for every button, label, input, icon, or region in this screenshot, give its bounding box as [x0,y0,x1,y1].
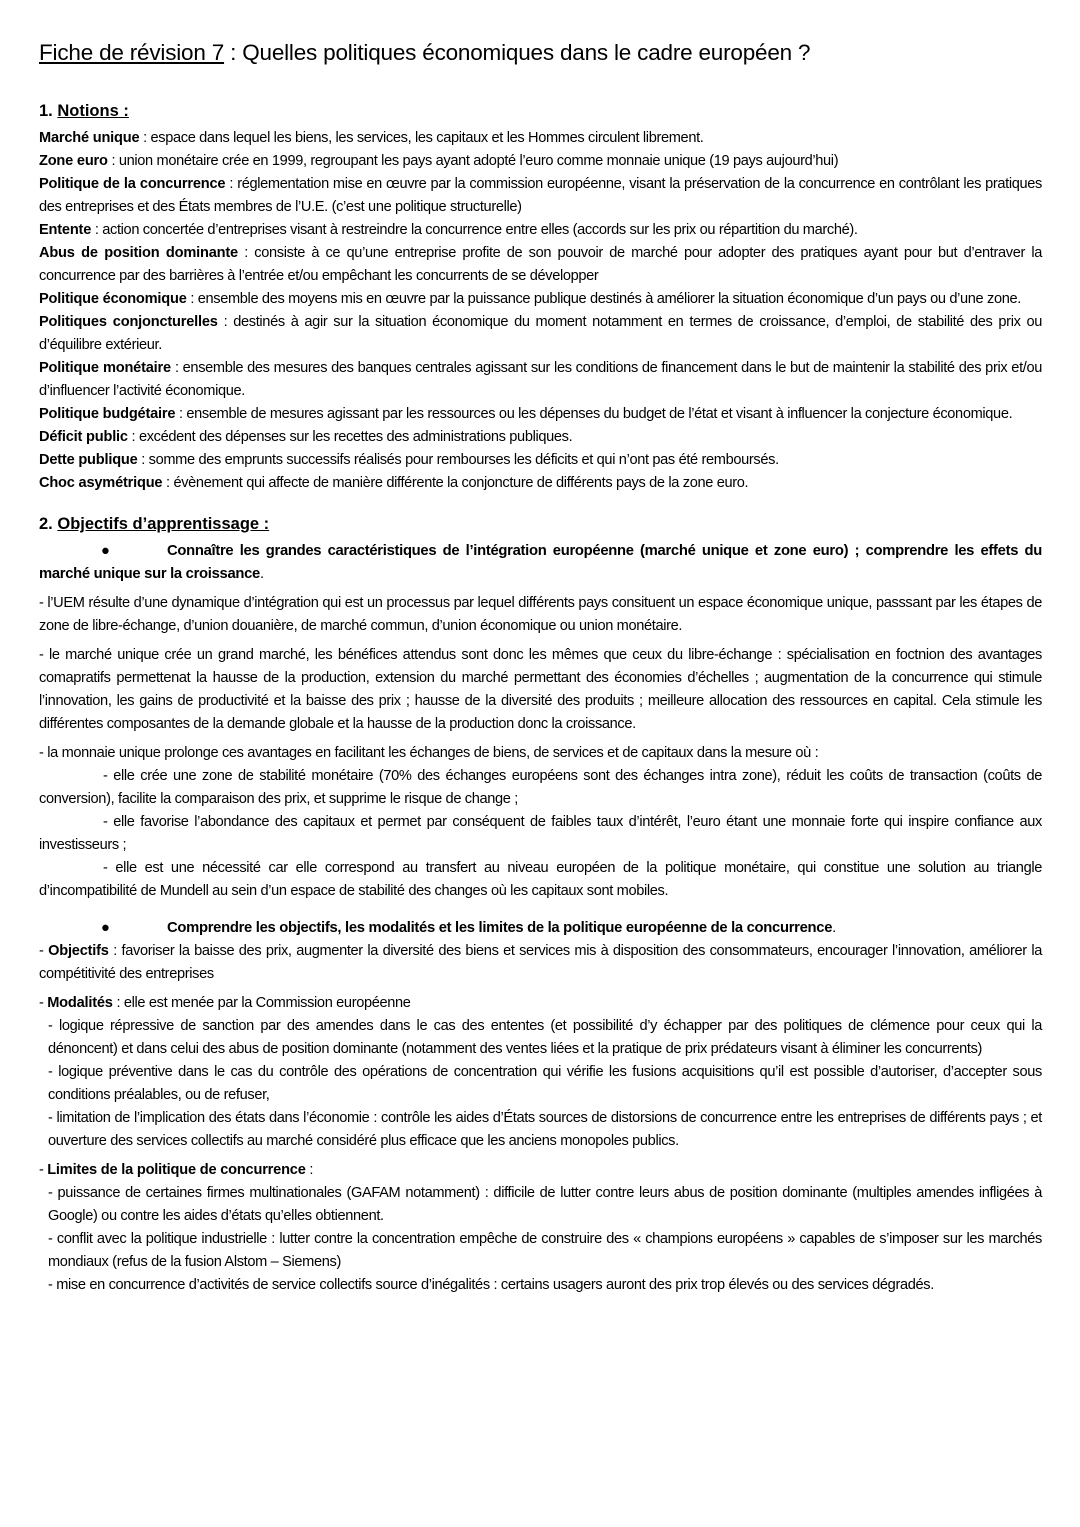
modalite-item: - logique préventive dans le cas du contrôle des opérations de concentration qui vérifie les fusions acquisitions qu’il est possible d’autoriser, d’accepter sous conditions préalables, ou de refuser, [48,1064,1042,1103]
definition-text: : réglementation mise en œuvre par la commission européenne, visant la préservation de la concurrence en contrôlant les pratiques des entreprises et des États membres de l’U.E. (c’est une politique structurelle) [39,176,1043,215]
definition-item [39,288,1042,311]
paragraph-monnaie-unique: - la monnaie unique prolonge ces avantages en facilitant les échanges de biens, de services et de capitaux dans la mesure où : [39,745,819,761]
definition-term: Dette publique [39,452,138,468]
title-link: Fiche de révision 7 [39,40,225,65]
definition-text: : espace dans lequel les biens, les services, les capitaux et les Hommes circulent librement. [139,130,704,146]
definition-text: : ensemble des mesures des banques centrales agissant sur les conditions de financement dans le but de maintenir la stabilité des prix et/ou d’influencer l’activité économique. [39,360,1043,399]
definition-item [39,219,1042,242]
paragraph-monnaie-point-3: - elle est une nécessité car elle correspond au transfert au niveau européen de la politique monétaire, qui constitue une solution au triangle d’incompatibilité de Mundell au sein d’un espace de stabilité des changes où les capitaux sont mobiles. [39,860,1042,899]
section-heading-objectifs: 2. Objectifs d’apprentissage : [39,515,270,533]
modalite-item: - limitation de l’implication des états dans l’économie : contrôle les aides d’États sources de distorsions de concurrence entre les entreprises de différents pays ; et ouverture des services collectifs au marché considéré plus efficace que les anciens monopoles publics. [48,1110,1042,1149]
definition-item [39,403,1042,426]
definition-term: Déficit public [39,429,128,445]
definition-term: Entente [39,222,92,238]
definition-text: : somme des emprunts successifs réalisés pour rembourses les déficits et qui n’ont pas été remboursés. [137,452,779,468]
objective-heading-concurrence: ● Comprendre les objectifs, les modalités et les limites de la politique européenne de la concurrence. [39,917,1042,940]
bullet-icon: ● [101,543,110,559]
definition-item [39,426,1042,449]
paragraph-uem: - l’UEM résulte d’une dynamique d’intégration qui est un processus par lequel différents pays consituent un espace économique unique, passsant par les étapes de zone de libre-échange, d’union douanière, de marché commun, d’union économique ou union monétaire. [39,595,1042,634]
definition-term: Marché unique [39,130,140,146]
definitions-list [39,127,1042,495]
limite-item: - puissance de certaines firmes multinationales (GAFAM notamment) : difficile de lutter contre leurs abus de position dominante (multiples amendes infligées à Google) ou contre les aides d’états qu’elles obtiennent. [48,1185,1042,1224]
modalite-item: - logique répressive de sanction par des amendes dans le cas des ententes (et possibilité d’y échapper par des politiques de clémence pour ceux qui la dénoncent) et dans celui des abus de position dominante (notamment des ventes liées et la pratique de prix prédateurs visant à éliminer les concurrents) [48,1018,1042,1057]
definition-term: Politique économique [39,291,187,307]
definition-term: Politique budgétaire [39,406,176,422]
definition-term: Zone euro [39,153,108,169]
definition-item [39,449,1042,472]
page-title [39,38,1042,68]
definition-term: Politiques conjoncturelles [39,314,218,330]
definition-term: Politique de la concurrence [39,176,226,192]
definition-text: : ensemble des moyens mis en œuvre par la puissance publique destinés à améliorer la situation économique d’un pays ou d’une zone. [186,291,1021,307]
definition-text: : excédent des dépenses sur les recettes des administrations publiques. [127,429,573,445]
paragraph-monnaie-point-2: - elle favorise l’abondance des capitaux et permet par conséquent de faibles taux d’intérêt, l’euro étant une monnaie forte qui inspire confiance aux investisseurs ; [39,814,1042,853]
definition-text: : destinés à agir sur la situation économique du moment notamment en termes de croissance, d’emploi, de stabilité des prix ou d’équilibre extérieur. [39,314,1042,353]
definition-item [39,472,1042,495]
definition-text: : ensemble de mesures agissant par les ressources ou les dépenses du budget de l’état et visant à influencer la conjecture économique. [175,406,1013,422]
section-heading-notions: 1. Notions : [39,102,129,120]
paragraph-modalites: - Modalités : elle est menée par la Commission européenne [39,995,411,1011]
definition-item [39,242,1042,288]
paragraph-monnaie-point-1: - elle crée une zone de stabilité monétaire (70% des échanges européens sont des échanges intra zone), réduit les coûts de transaction (coûts de conversion), facilite la comparaison des prix, et supprime le risque de change ; [39,768,1042,807]
paragraph-objectifs: - Objectifs : favoriser la baisse des prix, augmenter la diversité des biens et services mis à disposition des consommateurs, encourager l’innovation, améliorer la compétitivité des entreprises [39,943,1043,982]
definition-text: : consiste à ce qu’une entreprise profite de son pouvoir de marché pour adopter des pratiques ayant pour but d’entraver la concurrence par des barrières à l’entrée et/ou empêchant les concurrents de se développer [39,245,1042,284]
definition-item [39,150,1042,173]
paragraph-limites: - Limites de la politique de concurrence : [39,1162,314,1178]
limite-item: - conflit avec la politique industrielle : lutter contre la concentration empêche de construire des « champions européens » capables de s’imposer sur les marchés mondiaux (refus de la fusion Alstom – Siemens) [48,1231,1042,1270]
revision-sheet [39,38,1042,1297]
definition-term: Politique monétaire [39,360,171,376]
definition-term: Choc asymétrique [39,475,163,491]
definition-text: : union monétaire crée en 1999, regroupant les pays ayant adopté l’euro comme monnaie unique (19 pays aujourd’hui) [107,153,839,169]
objective-heading-integration: ● Connaître les grandes caractéristiques de l’intégration européenne (marché unique et zone euro) ; comprendre les effets du marché unique sur la croissance. [39,540,1042,586]
limite-item: - mise en concurrence d’activités de service collectifs source d’inégalités : certains usagers auront des prix trop élevés ou des services dégradés. [48,1277,934,1293]
title-question: : Quelles politiques économiques dans le cadre européen ? [224,40,811,65]
paragraph-marche-unique: - le marché unique crée un grand marché, les bénéfices attendus sont donc les mêmes que ceux du libre-échange : spécialisation en foctnion des avantages comapratifs permettenat la hausse de la production, extension du marché permettant des économies d’échelles ; augmentation de la concurrence qui stimule l’innovation, les gains de productivité et la baisse des prix ; hausse de la diversité des produits ; meilleure allocation des ressources en capital. Cela stimule les différentes composantes de la demande globale et la hausse de la production donc la croissance. [39,647,1042,732]
definition-term: Abus de position dominante [39,245,238,261]
definition-item [39,173,1042,219]
definition-text: : action concertée d’entreprises visant à restreindre la concurrence entre elles (accords sur les prix ou répartition du marché). [91,222,858,238]
definition-item [39,357,1042,403]
definition-item [39,311,1042,357]
definition-text: : évènement qui affecte de manière différente la conjoncture de différents pays de la zone euro. [162,475,749,491]
bullet-icon: ● [101,920,110,936]
definition-item [39,127,1042,150]
